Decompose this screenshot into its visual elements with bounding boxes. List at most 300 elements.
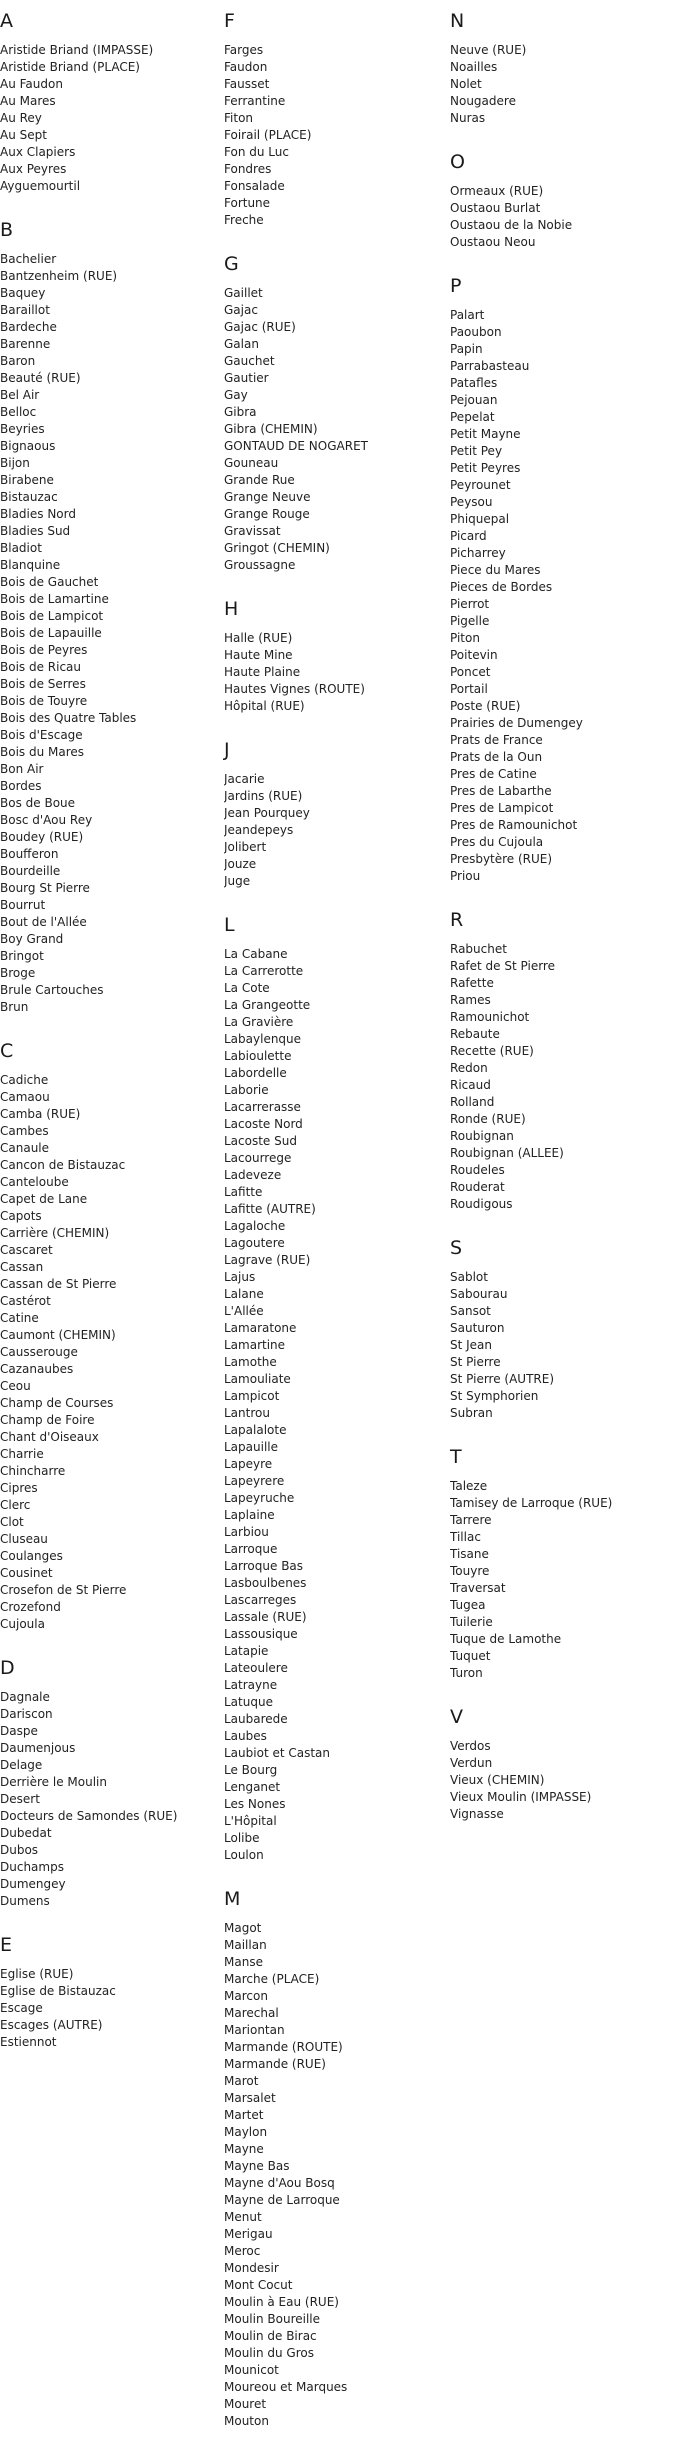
street-link[interactable]: Carrière (CHEMIN)	[0, 1226, 110, 1240]
street-link[interactable]: Bourg St Pierre	[0, 881, 90, 895]
street-link[interactable]: Sansot	[450, 1304, 491, 1318]
street-link[interactable]: Lantrou	[224, 1406, 270, 1420]
street-link[interactable]: Bringot	[0, 949, 44, 963]
street-link[interactable]: Oustaou de la Nobie	[450, 218, 573, 232]
street-link[interactable]: Papin	[450, 342, 483, 356]
street-link[interactable]: Prats de France	[450, 733, 543, 747]
street-link[interactable]: Aristide Briand (IMPASSE)	[0, 43, 154, 57]
street-link[interactable]: Eglise de Bistauzac	[0, 1984, 116, 1998]
street-link[interactable]: Laplaine	[224, 1508, 275, 1522]
street-link[interactable]: Ramounichot	[450, 1010, 530, 1024]
street-link[interactable]: Petit Pey	[450, 444, 503, 458]
street-link[interactable]: Marmande (RUE)	[224, 2057, 326, 2071]
street-link[interactable]: Delage	[0, 1758, 43, 1772]
street-link[interactable]: Sabourau	[450, 1287, 508, 1301]
street-link[interactable]: Laubarede	[224, 1712, 288, 1726]
street-link[interactable]: Lapeyre	[224, 1457, 273, 1471]
street-link[interactable]: Nuras	[450, 111, 486, 125]
street-link[interactable]: Gibra	[224, 405, 257, 419]
street-link[interactable]: Cancon de Bistauzac	[0, 1158, 126, 1172]
street-link[interactable]: Labaylenque	[224, 1032, 302, 1046]
street-link[interactable]: Marche (PLACE)	[224, 1972, 320, 1986]
street-link[interactable]: Bois de Touyre	[0, 694, 88, 708]
street-link[interactable]: Le Bourg	[224, 1763, 278, 1777]
street-link[interactable]: Dagnale	[0, 1690, 50, 1704]
street-link[interactable]: Marcon	[224, 1989, 268, 2003]
street-link[interactable]: Duchamps	[0, 1860, 64, 1874]
street-link[interactable]: Caumont (CHEMIN)	[0, 1328, 116, 1342]
street-link[interactable]: Faudon	[224, 60, 268, 74]
street-link[interactable]: Gibra (CHEMIN)	[224, 422, 318, 436]
street-link[interactable]: Hôpital (RUE)	[224, 699, 305, 713]
street-link[interactable]: Labordelle	[224, 1066, 287, 1080]
street-link[interactable]: Gringot (CHEMIN)	[224, 541, 330, 555]
street-link[interactable]: Portail	[450, 682, 488, 696]
street-link[interactable]: Crozefond	[0, 1600, 61, 1614]
street-link[interactable]: Boufferon	[0, 847, 59, 861]
street-link[interactable]: Baquey	[0, 286, 46, 300]
street-link[interactable]: Bourdeille	[0, 864, 61, 878]
street-link[interactable]: Derrière le Moulin	[0, 1775, 107, 1789]
street-link[interactable]: Ayguemourtil	[0, 179, 81, 193]
street-link[interactable]: Lacoste Sud	[224, 1134, 297, 1148]
street-link[interactable]: Mayne d'Aou Bosq	[224, 2176, 335, 2190]
street-link[interactable]: Bois de Peyres	[0, 643, 88, 657]
street-link[interactable]: Mayne Bas	[224, 2159, 290, 2173]
street-link[interactable]: Peysou	[450, 495, 493, 509]
street-link[interactable]: Gauchet	[224, 354, 275, 368]
street-link[interactable]: Lapeyrere	[224, 1474, 285, 1488]
street-link[interactable]: L'Allée	[224, 1304, 264, 1318]
street-link[interactable]: Peyrounet	[450, 478, 511, 492]
street-link[interactable]: Labioulette	[224, 1049, 292, 1063]
street-link[interactable]: Charrie	[0, 1447, 44, 1461]
street-link[interactable]: Blanquine	[0, 558, 61, 572]
street-link[interactable]: Causserouge	[0, 1345, 78, 1359]
street-link[interactable]: Fausset	[224, 77, 270, 91]
street-link[interactable]: Larroque	[224, 1542, 278, 1556]
street-link[interactable]: Freche	[224, 213, 264, 227]
street-link[interactable]: Champ de Foire	[0, 1413, 95, 1427]
street-link[interactable]: Jolibert	[224, 840, 267, 854]
street-link[interactable]: Clerc	[0, 1498, 31, 1512]
street-link[interactable]: Ronde (RUE)	[450, 1112, 526, 1126]
street-link[interactable]: La Grangeotte	[224, 998, 311, 1012]
street-link[interactable]: Moulin à Eau (RUE)	[224, 2295, 339, 2309]
street-link[interactable]: St Pierre	[450, 1355, 501, 1369]
street-link[interactable]: Ladeveze	[224, 1168, 282, 1182]
street-link[interactable]: Lalane	[224, 1287, 264, 1301]
street-link[interactable]: Cousinet	[0, 1566, 53, 1580]
street-link[interactable]: La Cabane	[224, 947, 288, 961]
street-link[interactable]: Bois du Mares	[0, 745, 85, 759]
street-link[interactable]: Lamartine	[224, 1338, 286, 1352]
street-link[interactable]: La Gravière	[224, 1015, 294, 1029]
street-link[interactable]: Pres du Cujoula	[450, 835, 544, 849]
street-link[interactable]: Tamisey de Larroque (RUE)	[450, 1496, 613, 1510]
street-link[interactable]: Ferrantine	[224, 94, 286, 108]
street-link[interactable]: Recette (RUE)	[450, 1044, 534, 1058]
street-link[interactable]: Lasboulbenes	[224, 1576, 307, 1590]
street-link[interactable]: Mouret	[224, 2397, 267, 2411]
street-link[interactable]: Laborie	[224, 1083, 269, 1097]
street-link[interactable]: Mounicot	[224, 2363, 279, 2377]
street-link[interactable]: Rafette	[450, 976, 494, 990]
street-link[interactable]: Lapauille	[224, 1440, 278, 1454]
street-link[interactable]: Piece du Mares	[450, 563, 541, 577]
street-link[interactable]: Gay	[224, 388, 248, 402]
street-link[interactable]: Tisane	[450, 1547, 489, 1561]
street-link[interactable]: Pejouan	[450, 393, 498, 407]
street-link[interactable]: Lassale (RUE)	[224, 1610, 307, 1624]
street-link[interactable]: Coulanges	[0, 1549, 63, 1563]
street-link[interactable]: Boy Grand	[0, 932, 64, 946]
street-link[interactable]: Brun	[0, 1000, 29, 1014]
street-link[interactable]: Presbytère (RUE)	[450, 852, 553, 866]
street-link[interactable]: Broge	[0, 966, 36, 980]
street-link[interactable]: Mondesir	[224, 2261, 279, 2275]
street-link[interactable]: Grange Rouge	[224, 507, 310, 521]
street-link[interactable]: Lajus	[224, 1270, 256, 1284]
street-link[interactable]: Tuquet	[450, 1649, 491, 1663]
street-link[interactable]: Ceou	[0, 1379, 31, 1393]
street-link[interactable]: Gajac (RUE)	[224, 320, 296, 334]
street-link[interactable]: Mayne de Larroque	[224, 2193, 340, 2207]
street-link[interactable]: Beyries	[0, 422, 45, 436]
street-link[interactable]: Meroc	[224, 2244, 261, 2258]
street-link[interactable]: Rabuchet	[450, 942, 507, 956]
street-link[interactable]: Jouze	[224, 857, 257, 871]
street-link[interactable]: Gaillet	[224, 286, 263, 300]
street-link[interactable]: Champ de Courses	[0, 1396, 114, 1410]
street-link[interactable]: Moulin de Birac	[224, 2329, 317, 2343]
street-link[interactable]: Foirail (PLACE)	[224, 128, 312, 142]
street-link[interactable]: Ormeaux (RUE)	[450, 184, 544, 198]
street-link[interactable]: Noailles	[450, 60, 498, 74]
street-link[interactable]: Lagrave (RUE)	[224, 1253, 311, 1267]
street-link[interactable]: Lamaratone	[224, 1321, 297, 1335]
street-link[interactable]: Hautes Vignes (ROUTE)	[224, 682, 365, 696]
street-link[interactable]: St Pierre (AUTRE)	[450, 1372, 555, 1386]
street-link[interactable]: Tillac	[450, 1530, 481, 1544]
street-link[interactable]: Pres de Labarthe	[450, 784, 552, 798]
street-link[interactable]: Moulin du Gros	[224, 2346, 314, 2360]
street-link[interactable]: Vignasse	[450, 1807, 504, 1821]
street-link[interactable]: Petit Peyres	[450, 461, 521, 475]
street-link[interactable]: La Cote	[224, 981, 270, 995]
street-link[interactable]: Palart	[450, 308, 485, 322]
street-link[interactable]: Haute Plaine	[224, 665, 301, 679]
street-link[interactable]: Nougadere	[450, 94, 516, 108]
street-link[interactable]: Cujoula	[0, 1617, 45, 1631]
street-link[interactable]: Traversat	[450, 1581, 506, 1595]
street-link[interactable]: Roudeles	[450, 1163, 505, 1177]
street-link[interactable]: Gravissat	[224, 524, 281, 538]
street-link[interactable]: Latapie	[224, 1644, 269, 1658]
street-link[interactable]: Dariscon	[0, 1707, 53, 1721]
street-link[interactable]: Bantzenheim (RUE)	[0, 269, 118, 283]
street-link[interactable]: Baraillot	[0, 303, 50, 317]
street-link[interactable]: Marmande (ROUTE)	[224, 2040, 343, 2054]
street-link[interactable]: Subran	[450, 1406, 493, 1420]
street-link[interactable]: Moulin Boureille	[224, 2312, 321, 2326]
street-link[interactable]: Estiennot	[0, 2035, 57, 2049]
street-link[interactable]: Menut	[224, 2210, 262, 2224]
street-link[interactable]: Catine	[0, 1311, 39, 1325]
street-link[interactable]: Redon	[450, 1061, 488, 1075]
street-link[interactable]: Roudigous	[450, 1197, 513, 1211]
street-link[interactable]: Jeandepeys	[224, 823, 294, 837]
street-link[interactable]: Escage	[0, 2001, 43, 2015]
street-link[interactable]: Piton	[450, 631, 480, 645]
street-link[interactable]: Bois de Ricau	[0, 660, 82, 674]
street-link[interactable]: Larbiou	[224, 1525, 269, 1539]
street-link[interactable]: Tarrere	[450, 1513, 492, 1527]
street-link[interactable]: Birabene	[0, 473, 54, 487]
street-link[interactable]: Latuque	[224, 1695, 273, 1709]
street-link[interactable]: Parrabasteau	[450, 359, 530, 373]
street-link[interactable]: Nolet	[450, 77, 482, 91]
street-link[interactable]: Camba (RUE)	[0, 1107, 81, 1121]
street-link[interactable]: Les Nones	[224, 1797, 286, 1811]
street-link[interactable]: Bois de Serres	[0, 677, 86, 691]
street-link[interactable]: Martet	[224, 2108, 264, 2122]
street-link[interactable]: Au Rey	[0, 111, 42, 125]
street-link[interactable]: Phiquepal	[450, 512, 510, 526]
street-link[interactable]: Taleze	[450, 1479, 488, 1493]
street-link[interactable]: Lafitte	[224, 1185, 263, 1199]
street-link[interactable]: Gouneau	[224, 456, 279, 470]
street-link[interactable]: Lenganet	[224, 1780, 281, 1794]
street-link[interactable]: Cascaret	[0, 1243, 53, 1257]
street-link[interactable]: Oustaou Neou	[450, 235, 536, 249]
street-link[interactable]: Canaule	[0, 1141, 50, 1155]
street-link[interactable]: Castérot	[0, 1294, 51, 1308]
street-link[interactable]: Lafitte (AUTRE)	[224, 1202, 316, 1216]
street-link[interactable]: Rebaute	[450, 1027, 500, 1041]
street-link[interactable]: Vieux Moulin (IMPASSE)	[450, 1790, 592, 1804]
street-link[interactable]: Verdun	[450, 1756, 493, 1770]
street-link[interactable]: Bladiot	[0, 541, 42, 555]
street-link[interactable]: Cassan de St Pierre	[0, 1277, 117, 1291]
street-link[interactable]: Camaou	[0, 1090, 50, 1104]
street-link[interactable]: Pepelat	[450, 410, 495, 424]
street-link[interactable]: Grange Neuve	[224, 490, 311, 504]
street-link[interactable]: Paoubon	[450, 325, 502, 339]
street-link[interactable]: Roubignan	[450, 1129, 514, 1143]
street-link[interactable]: Aux Peyres	[0, 162, 67, 176]
street-link[interactable]: Capet de Lane	[0, 1192, 88, 1206]
street-link[interactable]: Picharrey	[450, 546, 506, 560]
street-link[interactable]: Groussagne	[224, 558, 296, 572]
street-link[interactable]: Chincharre	[0, 1464, 66, 1478]
street-link[interactable]: Aristide Briand (PLACE)	[0, 60, 140, 74]
street-link[interactable]: Dumens	[0, 1894, 50, 1908]
street-link[interactable]: Lateoulere	[224, 1661, 288, 1675]
street-link[interactable]: L'Hôpital	[224, 1814, 277, 1828]
street-link[interactable]: Neuve (RUE)	[450, 43, 527, 57]
street-link[interactable]: Poste (RUE)	[450, 699, 521, 713]
street-link[interactable]: Clot	[0, 1515, 24, 1529]
street-link[interactable]: Lapalalote	[224, 1423, 287, 1437]
street-link[interactable]: Brule Cartouches	[0, 983, 104, 997]
street-link[interactable]: Sauturon	[450, 1321, 505, 1335]
street-link[interactable]: Boudey (RUE)	[0, 830, 84, 844]
street-link[interactable]: Sablot	[450, 1270, 488, 1284]
street-link[interactable]: Tuque de Lamothe	[450, 1632, 562, 1646]
street-link[interactable]: Bijon	[0, 456, 30, 470]
street-link[interactable]: Lagaloche	[224, 1219, 286, 1233]
street-link[interactable]: Escages (AUTRE)	[0, 2018, 103, 2032]
street-link[interactable]: Daumenjous	[0, 1741, 76, 1755]
street-link[interactable]: Aux Clapiers	[0, 145, 76, 159]
street-link[interactable]: Latrayne	[224, 1678, 278, 1692]
street-link[interactable]: Lampicot	[224, 1389, 280, 1403]
street-link[interactable]: Au Faudon	[0, 77, 63, 91]
street-link[interactable]: Dumengey	[0, 1877, 66, 1891]
street-link[interactable]: Oustaou Burlat	[450, 201, 541, 215]
street-link[interactable]: Dubedat	[0, 1826, 52, 1840]
street-link[interactable]: Lamouliate	[224, 1372, 291, 1386]
street-link[interactable]: Fondres	[224, 162, 272, 176]
street-link[interactable]: Lamothe	[224, 1355, 277, 1369]
street-link[interactable]: Bosc d'Aou Rey	[0, 813, 93, 827]
street-link[interactable]: Poncet	[450, 665, 491, 679]
street-link[interactable]: Bignaous	[0, 439, 56, 453]
street-link[interactable]: Barenne	[0, 337, 51, 351]
street-link[interactable]: Bon Air	[0, 762, 44, 776]
street-link[interactable]: Dubos	[0, 1843, 39, 1857]
street-link[interactable]: Halle (RUE)	[224, 631, 293, 645]
street-link[interactable]: Desert	[0, 1792, 40, 1806]
street-link[interactable]: Maylon	[224, 2125, 268, 2139]
street-link[interactable]: Bardeche	[0, 320, 57, 334]
street-link[interactable]: Bois de Lapauille	[0, 626, 102, 640]
street-link[interactable]: Bachelier	[0, 252, 57, 266]
street-link[interactable]: Rames	[450, 993, 491, 1007]
street-link[interactable]: Crosefon de St Pierre	[0, 1583, 127, 1597]
street-link[interactable]: Tuilerie	[450, 1615, 493, 1629]
street-link[interactable]: Bordes	[0, 779, 42, 793]
street-link[interactable]: La Carrerotte	[224, 964, 304, 978]
street-link[interactable]: Lagoutere	[224, 1236, 285, 1250]
street-link[interactable]: Mouton	[224, 2414, 269, 2428]
street-link[interactable]: Laubes	[224, 1729, 267, 1743]
street-link[interactable]: Rafet de St Pierre	[450, 959, 555, 973]
street-link[interactable]: Cluseau	[0, 1532, 48, 1546]
street-link[interactable]: Bois d'Escage	[0, 728, 83, 742]
street-link[interactable]: Gajac	[224, 303, 258, 317]
street-link[interactable]: Laubiot et Castan	[224, 1746, 331, 1760]
street-link[interactable]: Fortune	[224, 196, 271, 210]
street-link[interactable]: Picard	[450, 529, 487, 543]
street-link[interactable]: Pieces de Bordes	[450, 580, 553, 594]
street-link[interactable]: Lassousique	[224, 1627, 298, 1641]
street-link[interactable]: St Jean	[450, 1338, 493, 1352]
street-link[interactable]: Belloc	[0, 405, 37, 419]
street-link[interactable]: Larroque Bas	[224, 1559, 304, 1573]
street-link[interactable]: Farges	[224, 43, 264, 57]
street-link[interactable]: Canteloube	[0, 1175, 69, 1189]
street-link[interactable]: Bladies Sud	[0, 524, 71, 538]
street-link[interactable]: Pierrot	[450, 597, 490, 611]
street-link[interactable]: Priou	[450, 869, 481, 883]
street-link[interactable]: Cipres	[0, 1481, 38, 1495]
street-link[interactable]: Marechal	[224, 2006, 279, 2020]
street-link[interactable]: Turon	[450, 1666, 483, 1680]
street-link[interactable]: Petit Mayne	[450, 427, 521, 441]
street-link[interactable]: Gautier	[224, 371, 269, 385]
street-link[interactable]: Loulon	[224, 1848, 264, 1862]
street-link[interactable]: Bois de Gauchet	[0, 575, 99, 589]
street-link[interactable]: Bourrut	[0, 898, 46, 912]
street-link[interactable]: Grande Rue	[224, 473, 295, 487]
street-link[interactable]: Bois de Lampicot	[0, 609, 104, 623]
street-link[interactable]: Au Mares	[0, 94, 56, 108]
street-link[interactable]: Fon du Luc	[224, 145, 289, 159]
street-link[interactable]: Bistauzac	[0, 490, 58, 504]
street-link[interactable]: Daspe	[0, 1724, 38, 1738]
street-link[interactable]: St Symphorien	[450, 1389, 539, 1403]
street-link[interactable]: Cadiche	[0, 1073, 49, 1087]
street-link[interactable]: Maillan	[224, 1938, 267, 1952]
street-link[interactable]: Poitevin	[450, 648, 498, 662]
street-link[interactable]: Pres de Ramounichot	[450, 818, 578, 832]
street-link[interactable]: Touyre	[450, 1564, 490, 1578]
street-link[interactable]: Lascarreges	[224, 1593, 297, 1607]
street-link[interactable]: Baron	[0, 354, 36, 368]
street-link[interactable]: GONTAUD DE NOGARET	[224, 439, 368, 453]
street-link[interactable]: Marot	[224, 2074, 259, 2088]
street-link[interactable]: Moureou et Marques	[224, 2380, 348, 2394]
street-link[interactable]: Bladies Nord	[0, 507, 76, 521]
street-link[interactable]: Chant d'Oiseaux	[0, 1430, 99, 1444]
street-link[interactable]: Bos de Boue	[0, 796, 76, 810]
street-link[interactable]: Haute Mine	[224, 648, 293, 662]
street-link[interactable]: Fiton	[224, 111, 254, 125]
street-link[interactable]: Prairies de Dumengey	[450, 716, 583, 730]
street-link[interactable]: Cassan	[0, 1260, 44, 1274]
street-link[interactable]: Cambes	[0, 1124, 49, 1138]
street-link[interactable]: Galan	[224, 337, 259, 351]
street-link[interactable]: Lacarrerasse	[224, 1100, 301, 1114]
street-link[interactable]: Beauté (RUE)	[0, 371, 81, 385]
street-link[interactable]: Manse	[224, 1955, 263, 1969]
street-link[interactable]: Roubignan (ALLEE)	[450, 1146, 564, 1160]
street-link[interactable]: Bout de l'Allée	[0, 915, 87, 929]
street-link[interactable]: Magot	[224, 1921, 262, 1935]
street-link[interactable]: Eglise (RUE)	[0, 1967, 74, 1981]
street-link[interactable]: Bois de Lamartine	[0, 592, 109, 606]
street-link[interactable]: Bel Air	[0, 388, 40, 402]
street-link[interactable]: Patafles	[450, 376, 498, 390]
street-link[interactable]: Jean Pourquey	[224, 806, 310, 820]
street-link[interactable]: Lapeyruche	[224, 1491, 295, 1505]
street-link[interactable]: Pigelle	[450, 614, 490, 628]
street-link[interactable]: Mayne	[224, 2142, 264, 2156]
street-link[interactable]: Vieux (CHEMIN)	[450, 1773, 545, 1787]
street-link[interactable]: Marsalet	[224, 2091, 276, 2105]
street-link[interactable]: Docteurs de Samondes (RUE)	[0, 1809, 178, 1823]
street-link[interactable]: Mariontan	[224, 2023, 285, 2037]
street-link[interactable]: Au Sept	[0, 128, 47, 142]
street-link[interactable]: Tugea	[450, 1598, 486, 1612]
street-link[interactable]: Cazanaubes	[0, 1362, 74, 1376]
street-link[interactable]: Mont Cocut	[224, 2278, 293, 2292]
street-link[interactable]: Lolibe	[224, 1831, 260, 1845]
street-link[interactable]: Merigau	[224, 2227, 273, 2241]
street-link[interactable]: Pres de Catine	[450, 767, 537, 781]
